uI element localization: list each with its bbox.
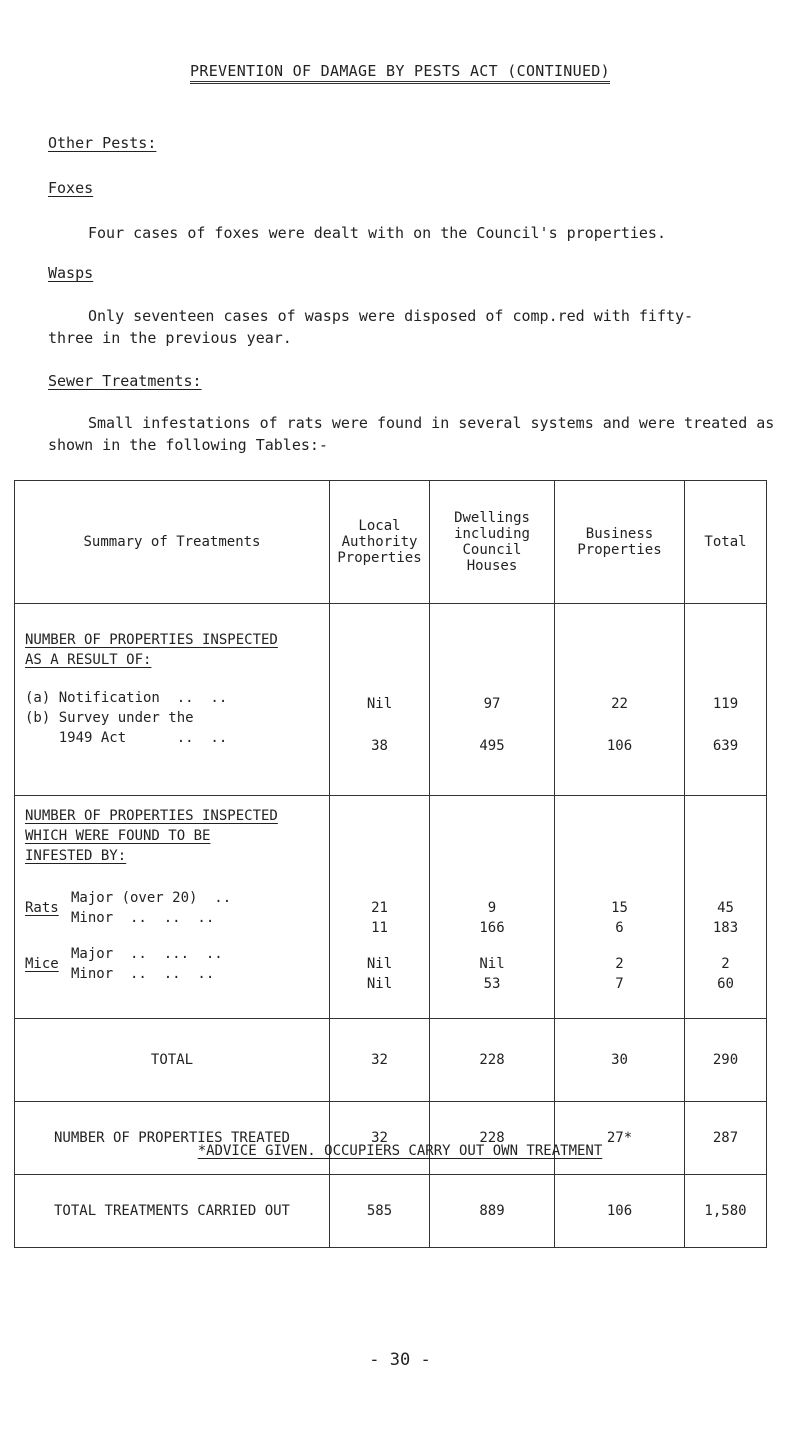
infested-row xyxy=(15,796,767,1019)
treated-bp: 27* xyxy=(555,1102,685,1175)
wasps-heading: Wasps xyxy=(48,264,94,282)
treatments-la: 585 xyxy=(330,1175,430,1248)
header-dwellings: Dwellings including Council Houses xyxy=(430,481,555,604)
inspected-total: 119 639 xyxy=(685,604,767,796)
inspected-row xyxy=(15,604,767,796)
treatments-dw: 889 xyxy=(430,1175,555,1248)
treatments-table xyxy=(14,480,767,1248)
total-bp: 30 xyxy=(555,1019,685,1102)
total-total: 290 xyxy=(685,1019,767,1102)
treated-la: 32 xyxy=(330,1102,430,1175)
infested-total: 45 183 2 60 xyxy=(685,796,767,1019)
treated-dw: 228 xyxy=(430,1102,555,1175)
rats-label: Rats xyxy=(25,900,59,916)
total-label: TOTAL xyxy=(15,1019,330,1102)
treatments-label: TOTAL TREATMENTS CARRIED OUT xyxy=(15,1175,330,1248)
treatments-bp: 106 xyxy=(555,1175,685,1248)
total-la: 32 xyxy=(330,1019,430,1102)
header-row xyxy=(15,481,767,604)
page-title: PREVENTION OF DAMAGE BY PESTS ACT (CONTINUED) xyxy=(0,62,800,80)
infested-la: 21 11 Nil Nil xyxy=(330,796,430,1019)
treatments-total: 1,580 xyxy=(685,1175,767,1248)
infested-bp: 15 6 2 7 xyxy=(555,796,685,1019)
treatments-row xyxy=(15,1175,767,1248)
sewer-heading: Sewer Treatments: xyxy=(48,372,202,390)
total-row xyxy=(15,1019,767,1102)
inspected-dw: 97 495 xyxy=(430,604,555,796)
page-number: - 30 - xyxy=(369,1350,431,1370)
inspected-bp: 22 106 xyxy=(555,604,685,796)
header-local-authority: Local Authority Properties xyxy=(330,481,430,604)
foxes-text: Four cases of foxes were dealt with on the Council's properties. xyxy=(88,224,666,242)
footnote: *ADVICE GIVEN. OCCUPIERS CARRY OUT OWN TREATMENT xyxy=(197,1143,603,1159)
mice-label: Mice xyxy=(25,956,59,972)
sewer-text: Small infestations of rats were found in several systems and were treated as shown in the following Tables:- xyxy=(48,414,775,454)
treated-row xyxy=(15,1102,767,1175)
treated-label: NUMBER OF PROPERTIES TREATED xyxy=(15,1102,330,1175)
infested-dw: 9 166 Nil 53 xyxy=(430,796,555,1019)
wasps-text: Only seventeen cases of wasps were disposed of comp.red with fifty-three in the previous year. xyxy=(48,307,694,347)
treated-total: 287 xyxy=(685,1102,767,1175)
other-pests-heading: Other Pests: xyxy=(48,134,157,152)
inspected-label: NUMBER OF PROPERTIES INSPECTED AS A RESULT OF: (a) Notification .. .. (b) Survey under the 1949 Act .. .. xyxy=(15,604,330,796)
total-dw: 228 xyxy=(430,1019,555,1102)
foxes-heading: Foxes xyxy=(48,179,94,197)
header-total: Total xyxy=(685,481,767,604)
header-business: Business Properties xyxy=(555,481,685,604)
header-summary: Summary of Treatments xyxy=(15,481,330,604)
inspected-la: Nil 38 xyxy=(330,604,430,796)
infested-label: NUMBER OF PROPERTIES INSPECTED WHICH WERE FOUND TO BE INFESTED BY: Rats Major (over 20) .. Minor .. .. .. Mice Major .. ... .. Minor .. .. .. xyxy=(15,796,330,1019)
